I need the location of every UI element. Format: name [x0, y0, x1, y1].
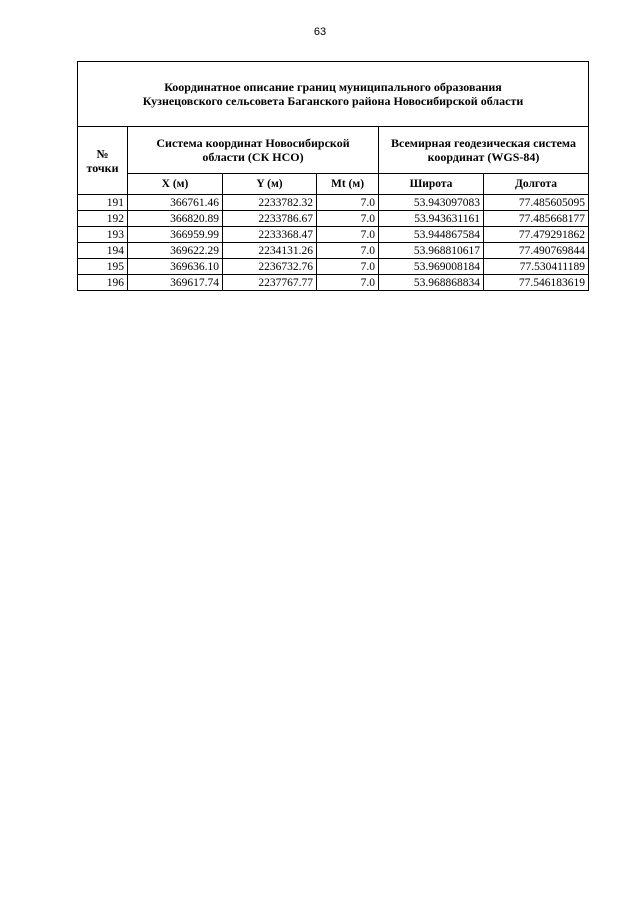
point-number-header-label: точки	[86, 160, 119, 175]
cell-latitude: 53.943631161	[379, 211, 484, 227]
column-header-y: Y (м)	[223, 174, 317, 195]
cell-longitude: 77.479291862	[484, 227, 589, 243]
cell-y: 2234131.26	[223, 243, 317, 259]
cell-point: 195	[78, 259, 128, 275]
cell-mt: 7.0	[317, 195, 379, 211]
cell-point: 194	[78, 243, 128, 259]
cell-longitude: 77.485605095	[484, 195, 589, 211]
cell-point: 192	[78, 211, 128, 227]
table-row	[78, 211, 589, 227]
column-header-longitude: Долгота	[484, 174, 589, 195]
table-row	[78, 243, 589, 259]
cell-point: 193	[78, 227, 128, 243]
cell-mt: 7.0	[317, 259, 379, 275]
cell-x: 366959.99	[128, 227, 223, 243]
table-row	[78, 275, 589, 291]
cell-longitude: 77.530411189	[484, 259, 589, 275]
local-system-header-line-2: области (СК НСО)	[202, 150, 304, 164]
local-system-header-line-1: Система координат Новосибирской	[156, 136, 350, 150]
table-row	[78, 195, 589, 211]
cell-mt: 7.0	[317, 227, 379, 243]
cell-y: 2236732.76	[223, 259, 317, 275]
cell-longitude: 77.485668177	[484, 211, 589, 227]
table-row	[78, 227, 589, 243]
cell-y: 2237767.77	[223, 275, 317, 291]
column-header-mt: Mt (м)	[317, 174, 379, 195]
point-number-header	[78, 127, 128, 195]
cell-latitude: 53.968810617	[379, 243, 484, 259]
coordinates-table	[77, 61, 589, 291]
wgs-system-header-line-1: Всемирная геодезическая система	[390, 136, 577, 150]
cell-x: 366820.89	[128, 211, 223, 227]
point-number-header-symbol: №	[96, 146, 109, 161]
cell-x: 366761.46	[128, 195, 223, 211]
table-row	[78, 259, 589, 275]
page-number: 63	[313, 26, 327, 38]
cell-x: 369622.29	[128, 243, 223, 259]
table-title-line-2: Кузнецовского сельсовета Баганского района Новосибирской области	[142, 94, 524, 108]
cell-y: 2233782.32	[223, 195, 317, 211]
cell-longitude: 77.546183619	[484, 275, 589, 291]
cell-x: 369636.10	[128, 259, 223, 275]
table-title-line-1: Координатное описание границ муниципального образования	[164, 80, 502, 94]
local-system-header	[128, 127, 379, 174]
cell-y: 2233786.67	[223, 211, 317, 227]
cell-mt: 7.0	[317, 275, 379, 291]
cell-point: 191	[78, 195, 128, 211]
cell-mt: 7.0	[317, 243, 379, 259]
column-header-x: X (м)	[128, 174, 223, 195]
cell-point: 196	[78, 275, 128, 291]
column-header-latitude: Широта	[379, 174, 484, 195]
cell-longitude: 77.490769844	[484, 243, 589, 259]
cell-y: 2233368.47	[223, 227, 317, 243]
wgs-system-header	[379, 127, 589, 174]
cell-latitude: 53.969008184	[379, 259, 484, 275]
table-title	[78, 62, 589, 127]
cell-latitude: 53.968868834	[379, 275, 484, 291]
wgs-system-header-line-2: координат (WGS-84)	[427, 150, 540, 164]
cell-latitude: 53.943097083	[379, 195, 484, 211]
cell-mt: 7.0	[317, 211, 379, 227]
cell-x: 369617.74	[128, 275, 223, 291]
cell-latitude: 53.944867584	[379, 227, 484, 243]
